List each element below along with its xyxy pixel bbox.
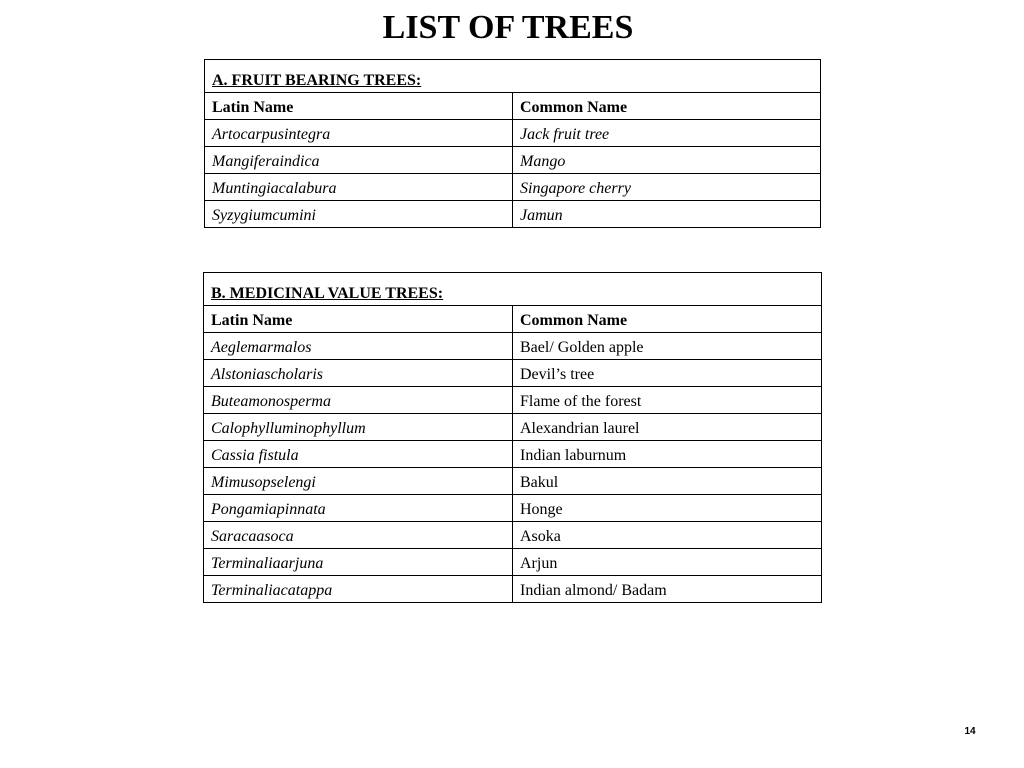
page-title: LIST OF TREES bbox=[382, 9, 634, 46]
latin-name-cell: Syzygiumcumini bbox=[205, 201, 513, 228]
table-row bbox=[204, 495, 822, 522]
latin-name-cell: Terminaliacatappa bbox=[204, 576, 513, 603]
table-row bbox=[204, 414, 822, 441]
latin-name-cell: Aeglemarmalos bbox=[204, 333, 513, 360]
table-row bbox=[204, 333, 822, 360]
common-name-cell: Indian almond/ Badam bbox=[513, 576, 822, 603]
latin-name-cell: Muntingiacalabura bbox=[205, 174, 513, 201]
latin-name-cell: Mimusopselengi bbox=[204, 468, 513, 495]
latin-name-cell: Cassia fistula bbox=[204, 441, 513, 468]
common-name-cell: Asoka bbox=[513, 522, 822, 549]
table-row bbox=[204, 576, 822, 603]
page-number: 14 bbox=[964, 726, 976, 737]
table-row bbox=[204, 549, 822, 576]
fruit-bearing-trees-table bbox=[204, 59, 821, 228]
latin-name-cell: Calophylluminophyllum bbox=[204, 414, 513, 441]
table-row bbox=[205, 174, 821, 201]
latin-name-cell: Saracaasoca bbox=[204, 522, 513, 549]
column-header-common-name: Common Name bbox=[513, 306, 822, 333]
common-name-cell: Arjun bbox=[513, 549, 822, 576]
common-name-cell: Honge bbox=[513, 495, 822, 522]
table-heading-row bbox=[205, 60, 821, 93]
column-header-latin-name: Latin Name bbox=[204, 306, 513, 333]
table-header-row bbox=[205, 93, 821, 120]
section-heading: A. FRUIT BEARING TREES: bbox=[205, 60, 821, 93]
latin-name-cell: Mangiferaindica bbox=[205, 147, 513, 174]
common-name-cell: Singapore cherry bbox=[513, 174, 821, 201]
latin-name-cell: Alstoniascholaris bbox=[204, 360, 513, 387]
common-name-cell: Devil’s tree bbox=[513, 360, 822, 387]
medicinal-value-trees-table bbox=[203, 272, 822, 603]
common-name-cell: Bakul bbox=[513, 468, 822, 495]
common-name-cell: Flame of the forest bbox=[513, 387, 822, 414]
section-heading: B. MEDICINAL VALUE TREES: bbox=[204, 273, 822, 306]
table-row bbox=[204, 522, 822, 549]
table-row bbox=[204, 387, 822, 414]
table-header-row bbox=[204, 306, 822, 333]
common-name-cell: Mango bbox=[513, 147, 821, 174]
latin-name-cell: Pongamiapinnata bbox=[204, 495, 513, 522]
table-row bbox=[204, 468, 822, 495]
table-heading-row bbox=[204, 273, 822, 306]
common-name-cell: Bael/ Golden apple bbox=[513, 333, 822, 360]
table-row bbox=[205, 147, 821, 174]
common-name-cell: Alexandrian laurel bbox=[513, 414, 822, 441]
column-header-common-name: Common Name bbox=[513, 93, 821, 120]
table-row bbox=[205, 201, 821, 228]
table-row bbox=[204, 360, 822, 387]
latin-name-cell: Terminaliaarjuna bbox=[204, 549, 513, 576]
column-header-latin-name: Latin Name bbox=[205, 93, 513, 120]
common-name-cell: Jamun bbox=[513, 201, 821, 228]
table-row bbox=[204, 441, 822, 468]
latin-name-cell: Artocarpusintegra bbox=[205, 120, 513, 147]
common-name-cell: Indian laburnum bbox=[513, 441, 822, 468]
common-name-cell: Jack fruit tree bbox=[513, 120, 821, 147]
table-row bbox=[205, 120, 821, 147]
latin-name-cell: Buteamonosperma bbox=[204, 387, 513, 414]
